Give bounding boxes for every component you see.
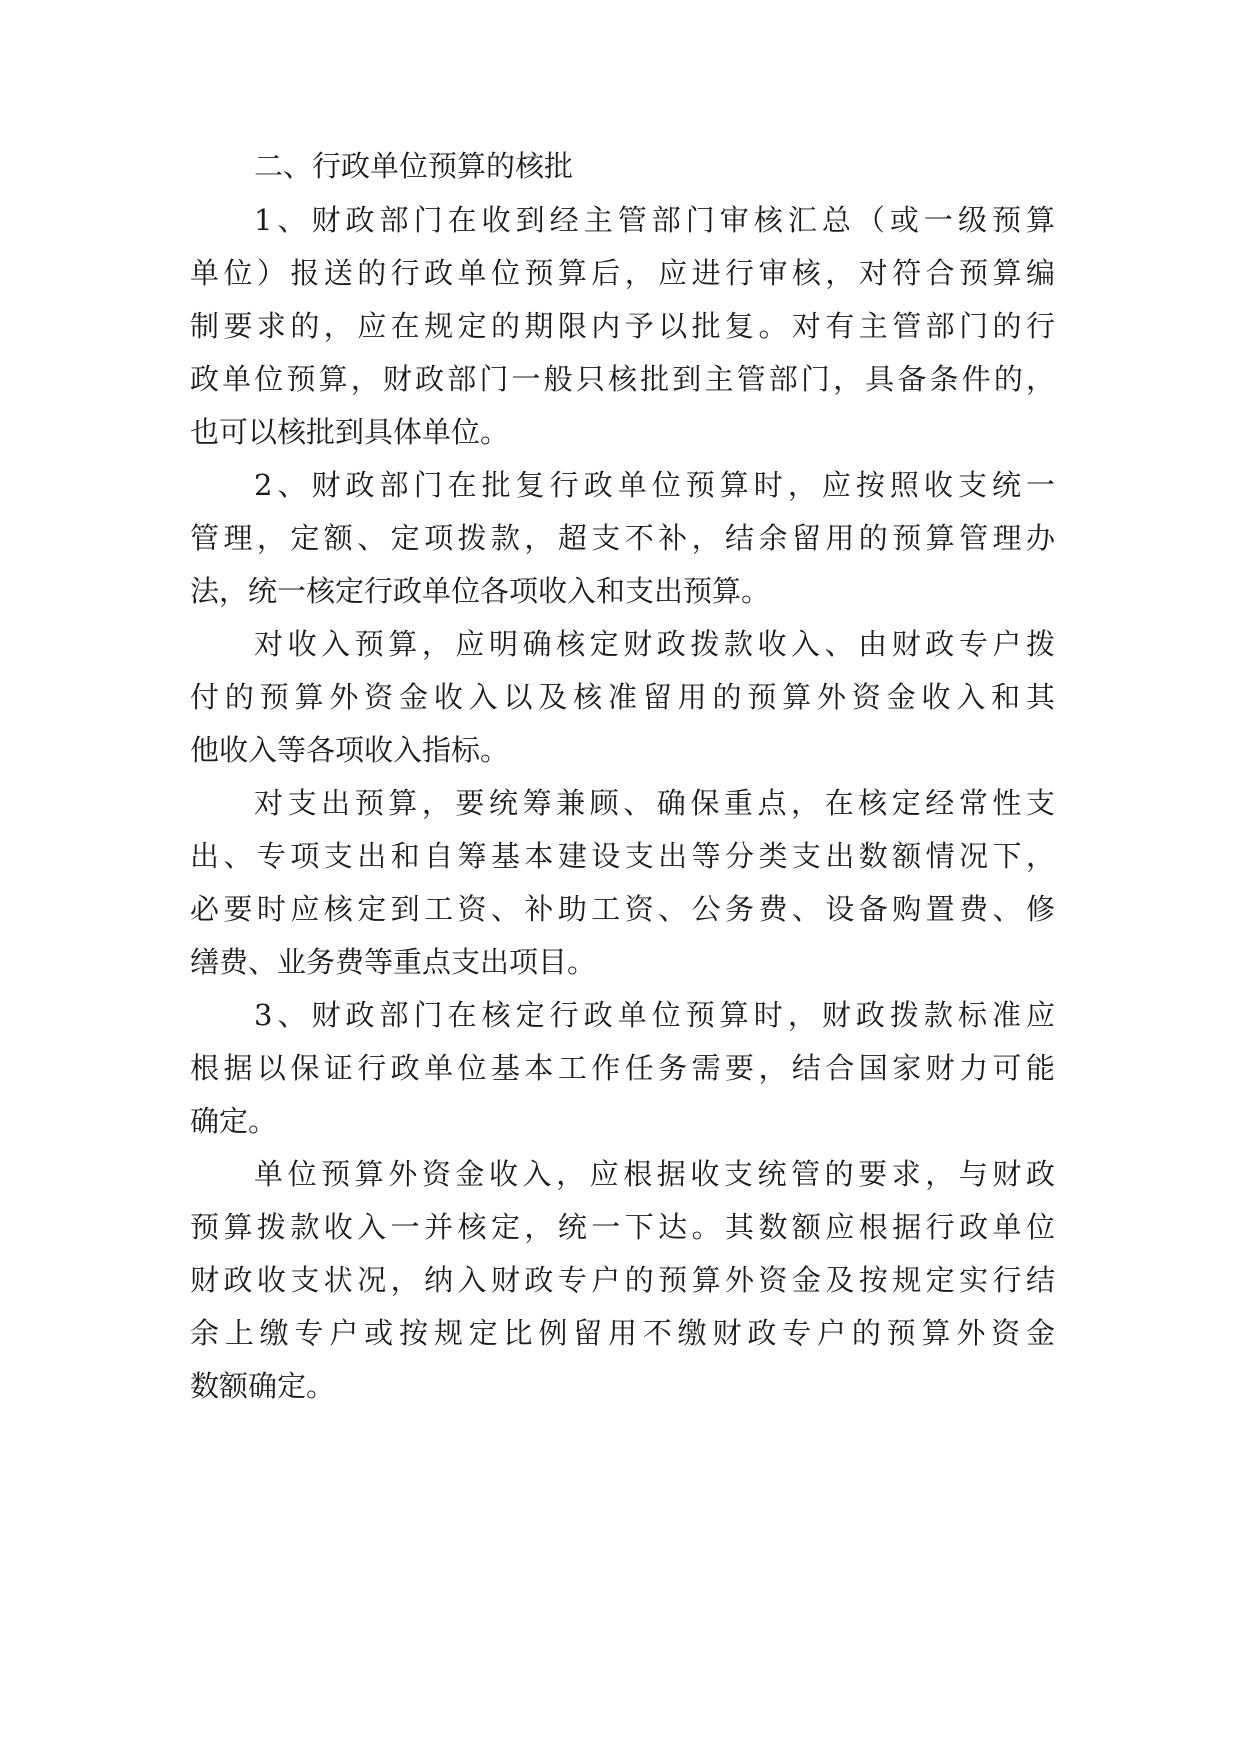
- paragraph-line: 余上缴专户或按规定比例留用不缴财政专户的预算外资金: [190, 1316, 1055, 1350]
- paragraph-line: 根据以保证行政单位基本工作任务需要，结合国家财力可能: [190, 1051, 1055, 1085]
- paragraph-line: 他收入等各项收入指标。: [190, 733, 510, 767]
- paragraph-line: 单位）报送的行政单位预算后，应进行审核，对符合预算编: [190, 256, 1055, 290]
- paragraph-line: 财政收支状况，纳入财政专户的预算外资金及按规定实行结: [190, 1263, 1055, 1297]
- paragraph-line: 制要求的，应在规定的期限内予以批复。对有主管部门的行: [190, 309, 1055, 343]
- paragraph-line: 对收入预算，应明确核定财政拨款收入、由财政专户拨: [254, 627, 1055, 661]
- paragraph-line: 对支出预算，要统筹兼顾、确保重点，在核定经常性支: [254, 786, 1055, 820]
- section-heading: 二、行政单位预算的核批: [254, 149, 574, 183]
- paragraph-line: 确定。: [190, 1104, 278, 1138]
- paragraph-line: 1、财政部门在收到经主管部门审核汇总（或一级预算: [254, 203, 1055, 237]
- paragraph-line: 缮费、业务费等重点支出项目。: [190, 945, 597, 979]
- paragraph-line: 也可以核批到具体单位。: [190, 415, 510, 449]
- paragraph-line: 付的预算外资金收入以及核准留用的预算外资金收入和其: [190, 680, 1055, 714]
- paragraph-line: 单位预算外资金收入，应根据收支统管的要求，与财政: [254, 1157, 1055, 1191]
- paragraph-line: 数额确定。: [190, 1369, 336, 1403]
- paragraph-line: 预算拨款收入一并核定，统一下达。其数额应根据行政单位: [190, 1210, 1055, 1244]
- paragraph-line: 必要时应核定到工资、补助工资、公务费、设备购置费、修: [190, 892, 1055, 926]
- paragraph-line: 政单位预算，财政部门一般只核批到主管部门，具备条件的，: [190, 362, 1055, 396]
- paragraph-line: 2、财政部门在批复行政单位预算时，应按照收支统一: [254, 468, 1055, 502]
- paragraph-line: 3、财政部门在核定行政单位预算时，财政拨款标准应: [254, 998, 1055, 1032]
- paragraph-line: 法，统一核定行政单位各项收入和支出预算。: [190, 574, 771, 608]
- paragraph-line: 出、专项支出和自筹基本建设支出等分类支出数额情况下，: [190, 839, 1055, 873]
- paragraph-line: 管理，定额、定项拨款，超支不补，结余留用的预算管理办: [190, 521, 1055, 555]
